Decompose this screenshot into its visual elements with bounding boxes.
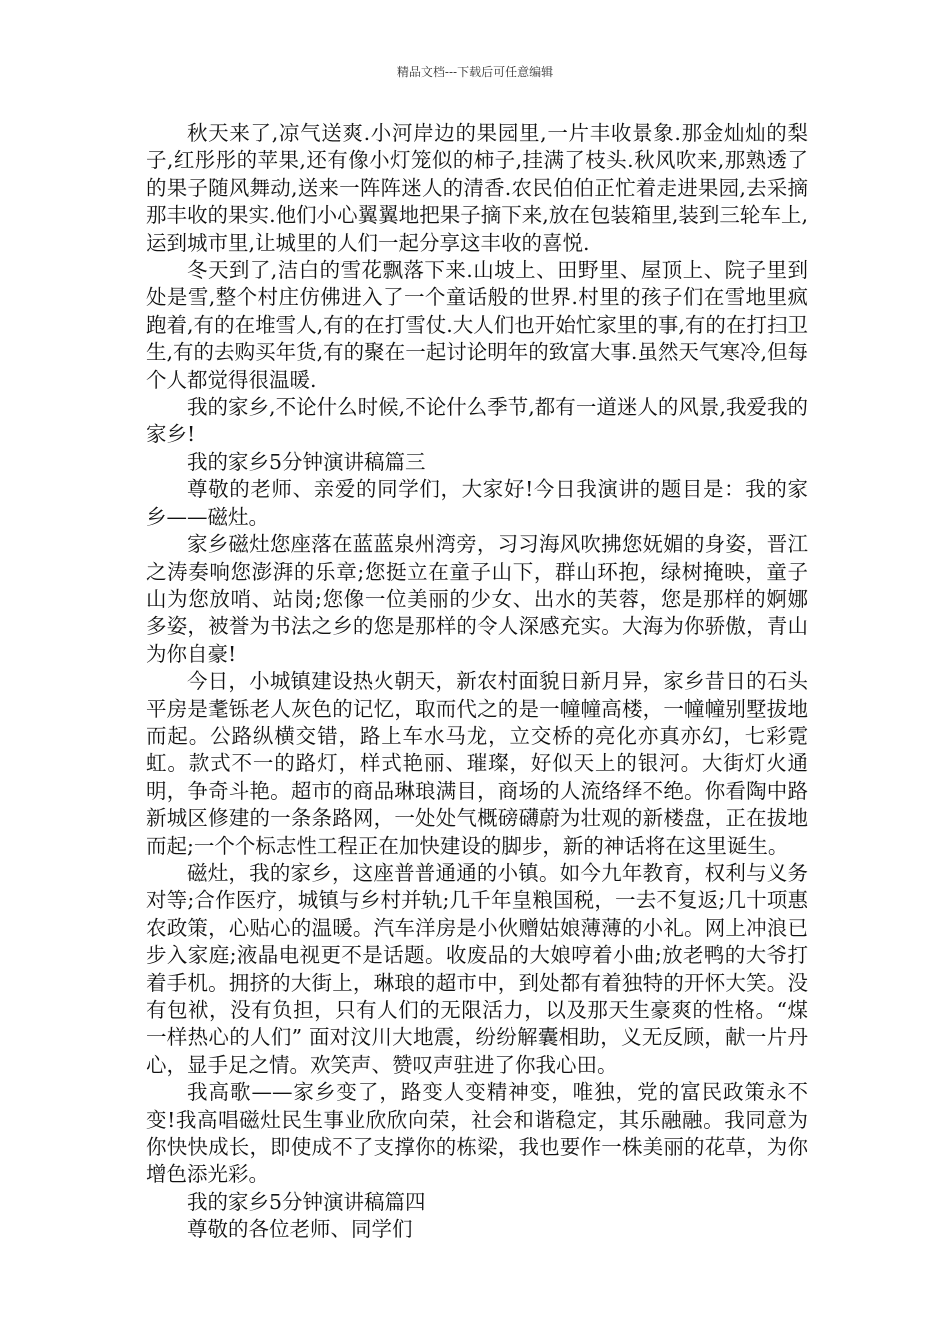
paragraph-autumn: 秋天来了,凉气送爽.小河岸边的果园里,一片丰收景象.那金灿灿的梨子,红彤彤的苹果,还有像小灯笼似的柿子,挂满了枝头.秋风吹来,那熟透了的果子随风舞动,送来一阵阵迷人的清香.农民伯伯正忙着走进果园,去采摘那丰收的果实.他们小心翼翼地把果子摘下来,放在包装箱里,装到三轮车上,运到城市里,让城里的人们一起分享这丰收的喜悦. (146, 121, 808, 255)
paragraph-winter: 冬天到了,洁白的雪花飘落下来.山坡上、田野里、屋顶上、院子里到处是雪,整个村庄仿佛进入了一个童话般的世界.村里的孩子们在雪地里疯跑着,有的在堆雪人,有的在打雪仗.大人们也开始忙家里的事,有的在打扫卫生,有的去购买年货,有的聚在一起讨论明年的致富大事.虽然天气寒冷,但每个人都觉得很温暖. (146, 258, 808, 392)
paragraph-conclusion: 我的家乡,不论什么时候,不论什么季节,都有一道迷人的风景,我爱我的家乡! (146, 395, 808, 447)
paragraph-greeting: 尊敬的老师、亲爱的同学们，大家好!今日我演讲的题目是：我的家乡——磁灶。 (146, 477, 808, 529)
document-body (146, 120, 808, 1244)
paragraph-song: 我高歌——家乡变了，路变人变精神变，唯独，党的富民政策永不变!我高唱磁灶民生事业欣欣向荣，社会和谐稳定，其乐融融。我同意为你快快成长，即使成不了支撑你的栋梁，我也要作一株美丽的花草，为你增色添光彩。 (146, 1080, 808, 1187)
section-heading-four: 我的家乡5分钟演讲稿篇四 (187, 1189, 426, 1214)
page-header: 精品文档---下载后可任意编辑 (396, 65, 554, 79)
paragraph-cizao-town: 磁灶，我的家乡，这座普普通通的小镇。如今九年教育，权利与义务对等;合作医疗，城镇与乡村并轨;几千年皇粮国税，一去不复返;几十项惠农政策，心贴心的温暖。汽车洋房是小伙赠姑娘薄薄的小礼。网上冲浪已步入家庭;液晶电视更不是话题。收废品的大娘哼着小曲;放老鸭的大爷打着手机。拥挤的大街上，琳琅的超市中，到处都有着独特的开怀大笑。没有包袱，没有负担，只有人们的无限活力，以及那天生豪爽的性格。“煤一样热心的人们” 面对汶川大地震，纷纷解囊相助，义无反顾，献一片丹心，显手足之情。欢笑声、赞叹声驻进了你我心田。 (146, 860, 808, 1077)
section-heading-three: 我的家乡5分钟演讲稿篇三 (187, 449, 426, 474)
paragraph-today: 今日，小城镇建设热火朝天，新农村面貌日新月异，家乡昔日的石头平房是耄铄老人灰色的记忆，取而代之的是一幢幢高楼，一幢幢别墅拔地而起。公路纵横交错，路上车水马龙，立交桥的亮化亦真亦幻，七彩霓虹。款式不一的路灯，样式艳丽、璀璨，好似天上的银河。大街灯火通明，争奇斗艳。超市的商品琳琅满目，商场的人流络绎不绝。你看陶中路新城区修建的一条条路网，一处处气概磅礴蔚为壮观的新楼盘，正在拔地而起;一个个标志性工程正在加快建设的脚步，新的神话将在这里诞生。 (146, 669, 808, 858)
paragraph-hometown-cizao: 家乡磁灶您座落在蓝蓝泉州湾旁，习习海风吹拂您妩媚的身姿，晋江之涛奏响您澎湃的乐章;您挺立在童子山下，群山环抱，绿树掩映，童子山为您放哨、站岗;您像一位美丽的少女、出水的芙蓉，您是那样的婀娜多姿，被誉为书法之乡的您是那样的令人深感充实。大海为你骄傲，青山为你自豪! (146, 532, 808, 666)
paragraph-salutation: 尊敬的各位老师、同学们 (187, 1217, 413, 1242)
